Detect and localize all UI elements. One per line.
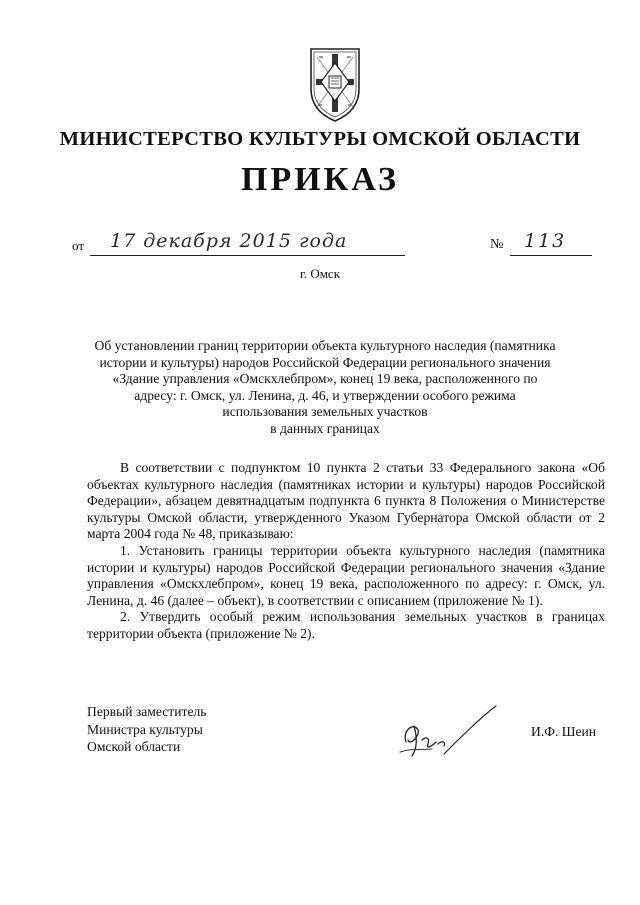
title-line: Об установлении границ территории объекта культурного наследия (памятника bbox=[94, 338, 556, 353]
title-line: в данных границах bbox=[270, 420, 380, 436]
signatory-position bbox=[87, 703, 206, 756]
document-type: ПРИКАЗ bbox=[241, 161, 399, 198]
title-line: «Здание управления «Омскхлебпром», конец 19 века, расположенного по bbox=[112, 371, 538, 386]
city: г. Омск bbox=[299, 266, 341, 281]
handwritten-number: 113 bbox=[524, 230, 567, 252]
handwritten-signature bbox=[392, 700, 502, 770]
position-line: Омской области bbox=[87, 739, 181, 754]
item-1-paragraph: 1. Установить границы территории объекта культурного наследия (памятника истории и культуры) народов Российской Федерации регионального значения «Здание управления «Омскхлебпром», конец 19 века, расположенного по адресу: г. Омск, ул. Ленина, д. 46 (далее – объект), в соответствии с описанием (приложение № 1). bbox=[87, 542, 605, 608]
item-2-paragraph: 2. Утвердить особый режим использования земельных участков в границах территории объекта (приложение № 2). bbox=[87, 609, 605, 641]
ministry-name: МИНИСТЕРСТВО КУЛЬТУРЫ ОМСКОЙ ОБЛАСТИ bbox=[59, 128, 581, 150]
position-line: Первый заместитель bbox=[87, 704, 207, 719]
date-number-row bbox=[72, 232, 602, 258]
handwritten-date: 17 декабря 2015 года bbox=[110, 230, 348, 252]
title-line: использования земельных участков bbox=[222, 404, 428, 419]
omsk-coat-of-arms-icon bbox=[305, 45, 365, 123]
order-title bbox=[90, 338, 560, 437]
position-line: Министра культуры bbox=[87, 721, 203, 737]
from-label: от bbox=[72, 238, 85, 253]
number-underline bbox=[510, 255, 592, 256]
number-label: № bbox=[490, 237, 504, 252]
preamble-paragraph: В соответствии с подпунктом 10 пункта 2 статьи 33 Федерального закона «Об объектах культурного наследия (памятниках истории и культуры) народов Российской Федерации», абзацем девятнадцатым подпункта 6 пункта 8 Положения о Министерстве культуры Омской области, утвержденного Указом Губернатора Омской области от 2 марта 2004 года № 48, приказываю: bbox=[87, 460, 605, 542]
title-line: истории и культуры) народов Российской Федерации регионального значения bbox=[99, 354, 551, 370]
order-body bbox=[87, 460, 605, 643]
signatory-name: И.Ф. Шеин bbox=[531, 724, 597, 739]
title-line: адресу: г. Омск, ул. Ленина, д. 46, и утверждении особого режима bbox=[134, 387, 516, 403]
date-underline bbox=[90, 255, 405, 256]
